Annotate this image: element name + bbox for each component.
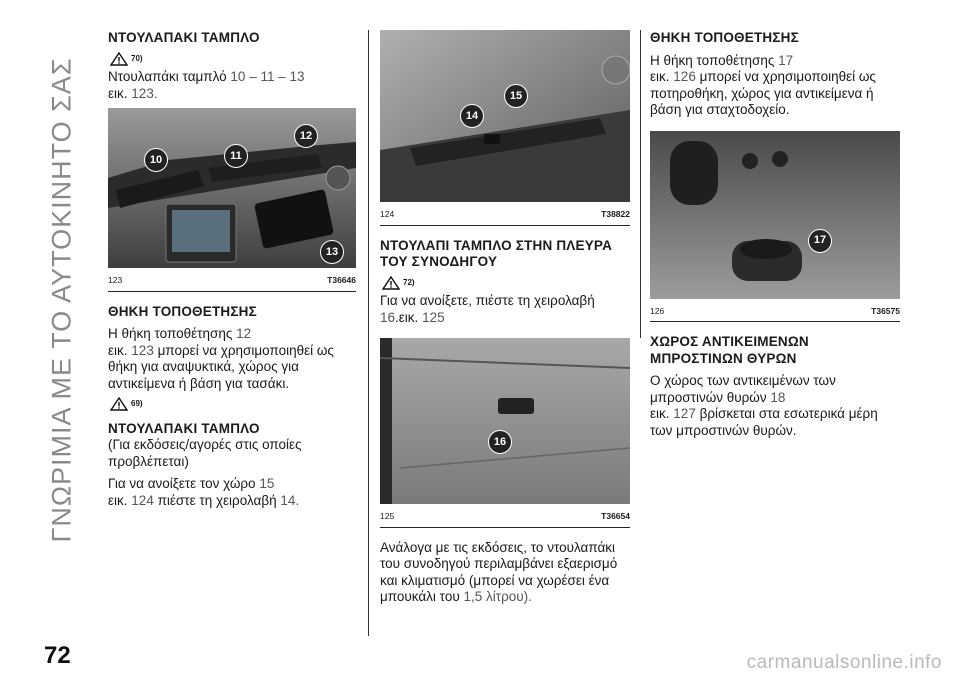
callout-15: 15 xyxy=(504,84,528,108)
section-heading: ΝΤΟΥΛΑΠΙ ΤΑΜΠΛΟ ΣΤΗΝ ΠΛΕΥΡΑ ΤΟΥ ΣΥΝΟΔΗΓΟΥ xyxy=(380,237,613,269)
section-heading: ΧΩΡΟΣ ΑΝΤΙΚΕΙΜΕΝΩΝ ΜΠΡΟΣΤΙΝΩΝ ΘΥΡΩΝ xyxy=(650,334,809,366)
figure-caption: 125 T36654 xyxy=(380,508,630,528)
warning-triangle-icon xyxy=(110,397,128,411)
callout-13: 13 xyxy=(320,240,344,264)
figure-caption: 123 T36646 xyxy=(108,272,356,292)
figure-124 xyxy=(380,30,630,202)
column-3 xyxy=(650,30,900,439)
paragraph: Η θήκη τοποθέτησης 17 εικ. 126 μπορεί να χρησιμοποιηθεί ως ποτηροθήκη, χώρος για αντικείμενα ή βάση για σταχτοδοχείο. xyxy=(650,52,876,117)
section-heading: ΝΤΟΥΛΑΠΑΚΙ ΤΑΜΠΛΟ xyxy=(108,420,260,436)
column-divider xyxy=(368,30,369,636)
passenger-glovebox-photo xyxy=(380,338,630,504)
column-1 xyxy=(108,30,356,509)
paragraph: Για να ανοίξετε τον χώρο 15 εικ. 124 πιέστε τη χειρολαβή 14. xyxy=(108,476,300,508)
column-2 xyxy=(380,30,630,606)
glovebox-top-photo xyxy=(380,30,630,202)
cup-holder-photo xyxy=(650,131,900,299)
paragraph: Ντουλαπάκι ταμπλό 10 – 11 – 13 εικ. 123. xyxy=(108,69,305,101)
warning-ref: 69) xyxy=(110,396,356,413)
paragraph: Ο χώρος των αντικειμένων των μπροστινών θυρών 18 εικ. 127 βρίσκεται στα εσωτερικά μέρη των μπροστινών θυρών. xyxy=(650,373,878,438)
figure-123 xyxy=(108,108,356,268)
callout-16: 16 xyxy=(488,430,512,454)
callout-11: 11 xyxy=(224,144,248,168)
section-heading: ΘΗΚΗ ΤΟΠΟΘΕΤΗΣΗΣ xyxy=(108,303,257,319)
side-section-title: ΓΝΩΡΙΜΙΑ ΜΕ ΤΟ ΑΥΤΟΚΙΝΗΤΟ ΣΑΣ xyxy=(46,57,77,543)
warning-triangle-icon xyxy=(110,52,128,66)
column-divider xyxy=(640,30,641,338)
page-number: 72 xyxy=(44,642,71,669)
callout-14: 14 xyxy=(460,104,484,128)
figure-caption: 126 T36575 xyxy=(650,303,900,323)
section-heading: ΘΗΚΗ ΤΟΠΟΘΕΤΗΣΗΣ xyxy=(650,30,799,45)
callout-17: 17 xyxy=(808,229,832,253)
warning-triangle-icon xyxy=(382,276,400,290)
paragraph: Η θήκη τοποθέτησης 12 εικ. 123 μπορεί να χρησιμοποιηθεί ως θήκη για αναψυκτικά, χώρος για αντικείμενα ή βάση για τασάκι. xyxy=(108,326,334,391)
callout-10: 10 xyxy=(144,148,168,172)
watermark: carmanualsonline.info xyxy=(746,652,942,673)
paragraph: (Για εκδόσεις/αγορές στις οποίες προβλέπεται) xyxy=(108,437,302,469)
warning-ref: 70) xyxy=(110,51,356,68)
figure-caption: 124 T38822 xyxy=(380,206,630,226)
section-heading: ΝΤΟΥΛΑΠΑΚΙ ΤΑΜΠΛΟ xyxy=(108,30,260,45)
paragraph: Ανάλογα με τις εκδόσεις, το ντουλαπάκι του συνοδηγού περιλαμβάνει εξαερισμό και κλιματισμό (μπορεί να χωρέσει ένα μπουκάλι του 1,5 λίτρου). xyxy=(380,539,618,604)
paragraph: Για να ανοίξετε, πιέστε τη χειρολαβή 16.εικ. 125 xyxy=(380,293,595,325)
figure-125 xyxy=(380,338,630,504)
dashboard-photo xyxy=(108,108,356,268)
figure-126 xyxy=(650,131,900,299)
warning-ref: 72) xyxy=(382,275,630,292)
callout-12: 12 xyxy=(294,124,318,148)
